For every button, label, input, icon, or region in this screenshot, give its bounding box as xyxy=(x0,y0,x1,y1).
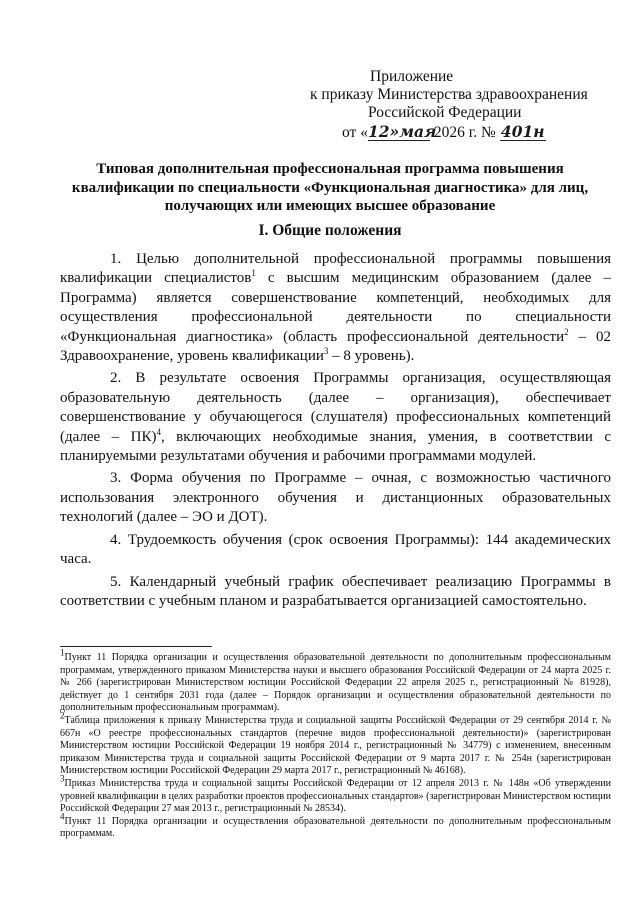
footnotes xyxy=(60,647,611,841)
footnote-ref-4: 4 xyxy=(156,426,161,437)
footnote-mark: 2 xyxy=(60,710,65,721)
paragraph-5: 5. Календарный учебный график обеспечивает реализацию Программы в соответствии с учебным планом и разрабатывается организацией самостоятельно. xyxy=(60,573,611,609)
paragraph-2-text-a: 2. В результате освоения Программы организация, осуществляющая образовательную деятельность (далее – организация), обеспечивает совершенствование у обучающегося (слушателя) профессиональных компетенций (далее – ПК) xyxy=(60,370,611,445)
footnote-text: Таблица приложения к приказу Министерства труда и социальной защиты Российской Федерации от 29 сентября 2014 г. № 667н «О реестре профессиональных стандартов (перечне видов профессиональной деятельности)» (зарегистрирован Министерством юстиции Российской Федерации 19 ноября 2014 г., регистрационный № 34779) с изменением, внесенным приказом Министерства труда и социальной защиты Российской Федерации от 9 марта 2017 г. № 254н (зарегистрирован Министерством юстиции Российской Федерации 29 марта 2017 г., регистрационный № 46168). xyxy=(60,714,611,777)
handwritten-order-number: 401н xyxy=(500,122,545,141)
paragraph-4: 4. Трудоемкость обучения (срок освоения Программы): 144 академических часа. xyxy=(60,531,611,568)
footnote-text: Пункт 11 Порядка организации и осуществления образовательной деятельности по дополнительным профессиональным программам, утвержденного приказом Министерства науки и высшего образования Российской Федерации от 24 марта 2025 г. № 266 (зарегистрирован Министерством юстиции Российской Федерации 22 апреля 2025 г., регистрационный № 81928), действует до 1 сентября 2031 года (далее – Порядок организации и осуществления образовательной деятельности по дополнительным профессиональным программам). xyxy=(60,652,611,714)
appendix-label: Приложение xyxy=(370,68,454,85)
footnote-mark: 3 xyxy=(60,773,65,784)
footnote-ref-1: 1 xyxy=(251,268,256,279)
document-body xyxy=(60,250,611,614)
appendix-header xyxy=(300,68,620,142)
paragraph-1-text-d: – 8 уровень). xyxy=(328,348,415,365)
paragraph-2 xyxy=(60,369,611,466)
paragraph-2-text-b: , включающих необходимые знания, умения, в соответствии с планируемыми результатами обучения и рабочими программами модулей. xyxy=(60,428,611,465)
paragraph-1-text-b: с высшим медицинским образованием (далее – Программа) является совершенствование компетенций, необходимых для осуществления профессиональной деятельности по специальности «Функциональная диагностика» (область профессиональной деятельности xyxy=(60,270,611,345)
footnote-mark: 1 xyxy=(60,647,65,658)
footnote xyxy=(60,710,611,778)
footnote-text: Пункт 11 Порядка организации и осуществления образовательной деятельности по дополнительным профессиональным программам. xyxy=(60,815,611,840)
footnote xyxy=(60,811,611,841)
document-title: Типовая дополнительная профессиональная программа повышения квалификации по специальности «Функциональная диагностика» для лиц, получающих или имеющих высшее образование xyxy=(71,161,589,214)
handwritten-date: 12»мая xyxy=(367,122,437,141)
footnote-ref-2: 2 xyxy=(564,326,569,337)
paragraph-3: 3. Форма обучения по Программе – очная, с возможностью частичного использования электронного обучения и дистанционных образовательных технологий (далее – ЭО и ДОТ). xyxy=(60,470,611,526)
ministry-line: Российской Федерации xyxy=(368,104,522,121)
order-date-line xyxy=(300,124,620,142)
footnote xyxy=(60,647,611,715)
footnote-ref-3: 3 xyxy=(323,346,329,357)
order-line: к приказу Министерства здравоохранения xyxy=(310,86,588,103)
footnote-mark: 4 xyxy=(60,811,65,822)
footnote xyxy=(60,773,611,816)
section-heading: I. Общие положения xyxy=(258,222,402,239)
footnote-text: Приказ Министерства труда и социальной защиты Российской Федерации от 12 апреля 2013 г. № 148н «Об утверждении уровней квалификации в целях разработки проектов профессиональных стандартов» (зарегистрирован Министерством юстиции Российской Федерации 27 мая 2013 г., регистрационный № 28534). xyxy=(60,777,611,815)
date-suffix: 2026 г. № xyxy=(433,124,496,141)
date-prefix: от « xyxy=(342,124,368,141)
paragraph-1-text-a: 1. Целью дополнительной профессиональной программы повышения квалификации специалистов xyxy=(60,251,611,287)
paragraph-1-text-c: – 02 Здравоохранение, уровень квалификации xyxy=(60,328,611,365)
footnote-separator xyxy=(60,646,212,647)
paragraph-1 xyxy=(60,250,611,366)
